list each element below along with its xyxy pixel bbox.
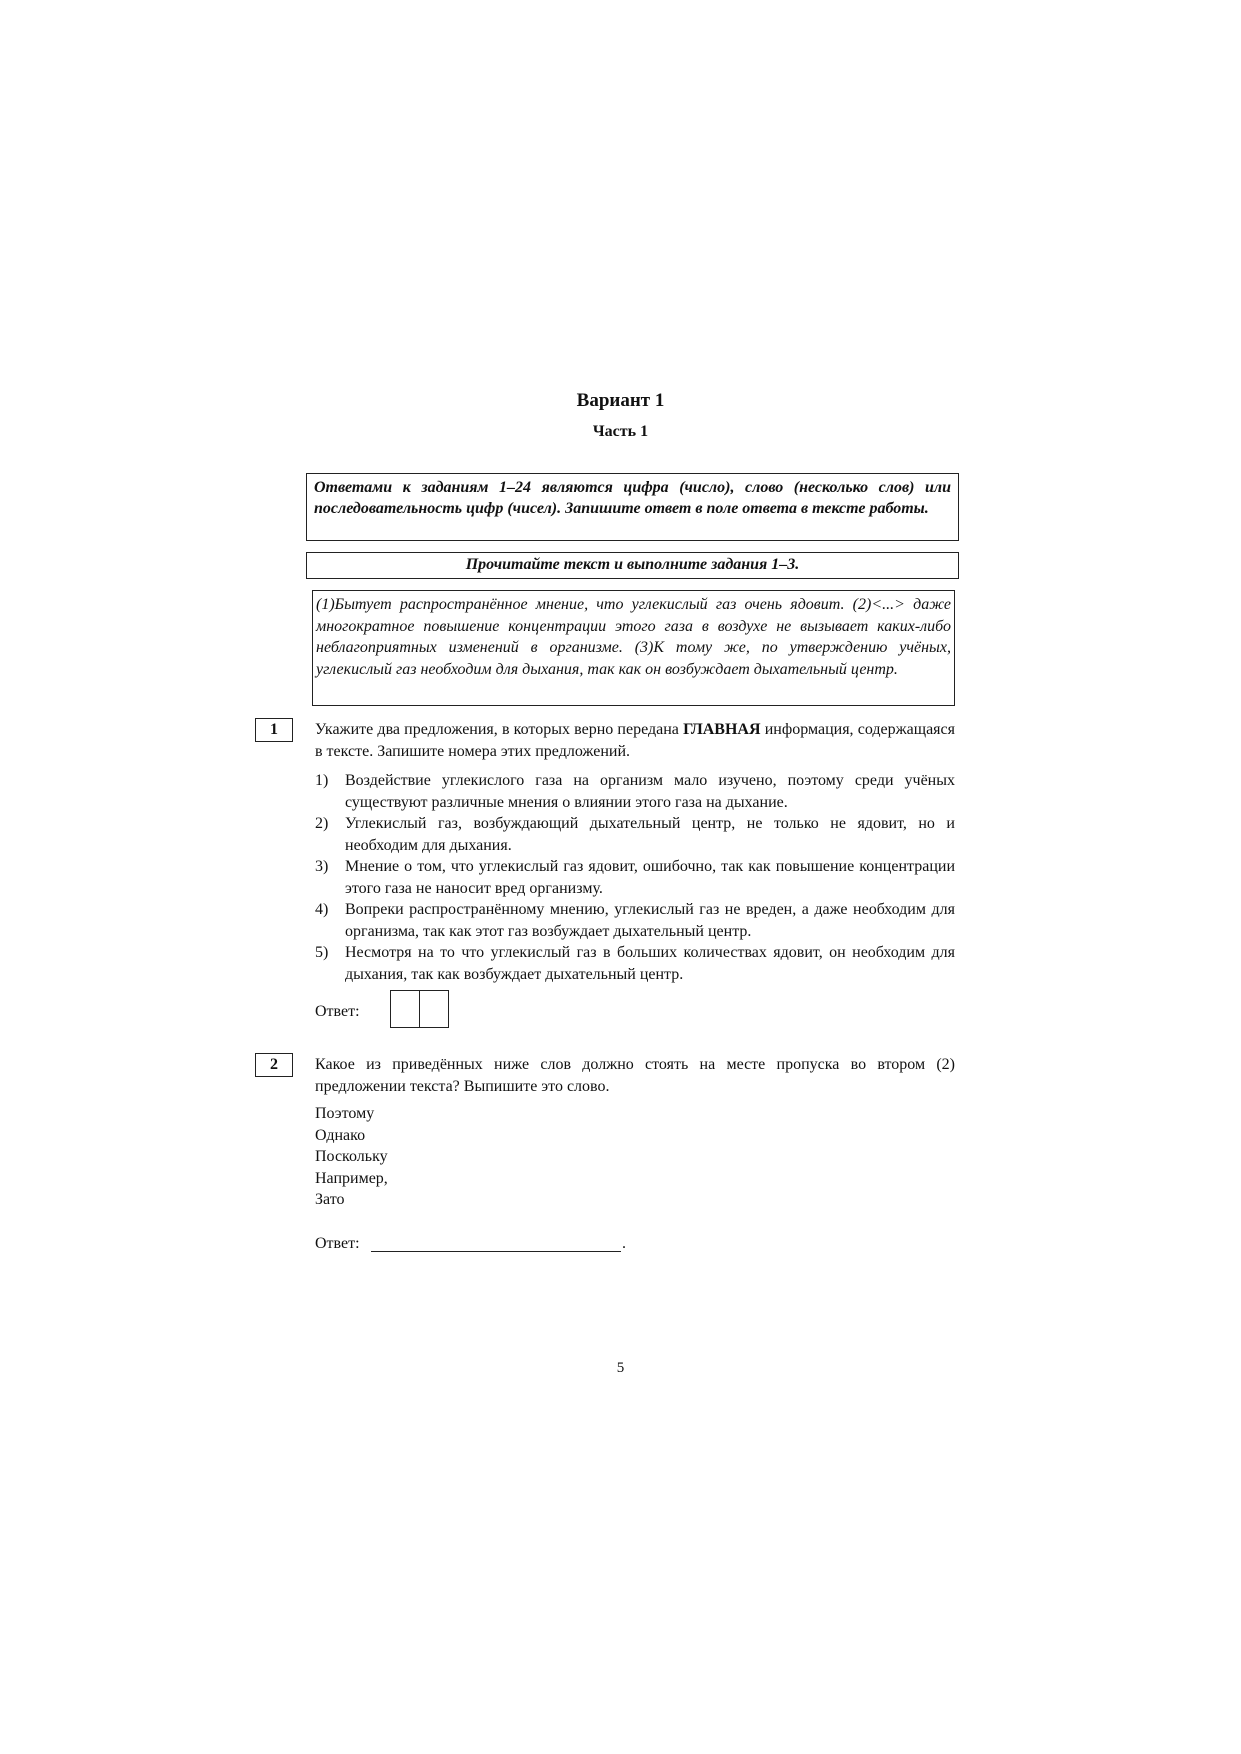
task-2-answer-line[interactable] (371, 1250, 621, 1252)
task-2-answer-end: . (622, 1235, 626, 1252)
task-1-text-before: Укажите два предложения, в которых верно передана (315, 721, 684, 738)
option-number: 1) (315, 772, 329, 789)
instructions-box: Ответами к заданиям 1–24 являются цифра (число), слово (несколько слов) или последовательность цифр (чисел). Запишите ответ в поле ответа в тексте работы. (306, 473, 959, 541)
word-option: Зато (315, 1191, 345, 1208)
word-option: Поэтому (315, 1105, 375, 1122)
word-option: Однако (315, 1126, 366, 1144)
task-1-text (315, 719, 955, 762)
task-2-number: 2 (255, 1053, 293, 1077)
option-1 (315, 770, 955, 813)
passage-box: (1)Бытует распространённое мнение, что углекислый газ очень ядовит. (2)<...> даже многократное повышение концентрации этого газа в воздухе не вызывает каких-либо неблагоприятных изменений в организме. (3)К тому же, по утверждению учёных, углекислый газ необходим для дыхания, так как он возбуждает дыхательный центр. (312, 590, 955, 706)
option-5 (315, 942, 955, 985)
option-4 (315, 899, 955, 942)
word-option: Поскольку (315, 1148, 388, 1165)
option-number: 5) (315, 944, 329, 961)
option-2 (315, 813, 955, 856)
read-prompt-box: Прочитайте текст и выполните задания 1–3. (306, 552, 959, 579)
option-number: 3) (315, 858, 329, 875)
option-text: Несмотря на то что углекислый газ в больших количествах ядовит, он необходим для дыхания, так как возбуждает дыхательный центр. (345, 944, 955, 983)
option-text: Мнение о том, что углекислый газ ядовит, ошибочно, так как повышение концентрации этого газа не наносит вред организму. (345, 858, 955, 897)
answer-cell-2[interactable] (419, 990, 449, 1028)
option-number: 4) (315, 901, 329, 918)
task-1-options (315, 770, 955, 985)
task-2-text: Какое из приведённых ниже слов должно стоять на месте пропуска во втором (2) предложении текста? Выпишите это слово. (315, 1056, 955, 1095)
answer-cell-1[interactable] (390, 990, 420, 1028)
task-1-text-bold: ГЛАВНАЯ (683, 721, 761, 738)
task-1-text-after: информация, содержащаяся в тексте. Запишите номера этих предложений. (315, 721, 955, 760)
word-option: Например, (315, 1169, 388, 1187)
task-1-answer-cells (390, 990, 449, 1028)
page-number: 5 (616, 1360, 625, 1376)
option-text: Углекислый газ, возбуждающий дыхательный центр, не только не ядовит, но и необходим для дыхания. (345, 815, 955, 854)
task-1-answer-label: Ответ: (315, 1003, 360, 1020)
option-number: 2) (315, 815, 329, 832)
variant-title: Вариант 1 (576, 390, 665, 411)
task-2-answer-label: Ответ: (315, 1235, 360, 1252)
option-text: Вопреки распространённому мнению, углекислый газ не вреден, а даже необходим для организма, так как этот газ возбуждает дыхательный центр. (345, 901, 955, 940)
option-text: Воздействие углекислого газа на организм мало изучено, поэтому среди учёных существуют различные мнения о влиянии этого газа на дыхание. (345, 772, 955, 811)
task-2-word-list (315, 1103, 388, 1211)
task-1-number: 1 (255, 718, 293, 742)
option-3 (315, 856, 955, 899)
part-title: Часть 1 (592, 423, 649, 440)
